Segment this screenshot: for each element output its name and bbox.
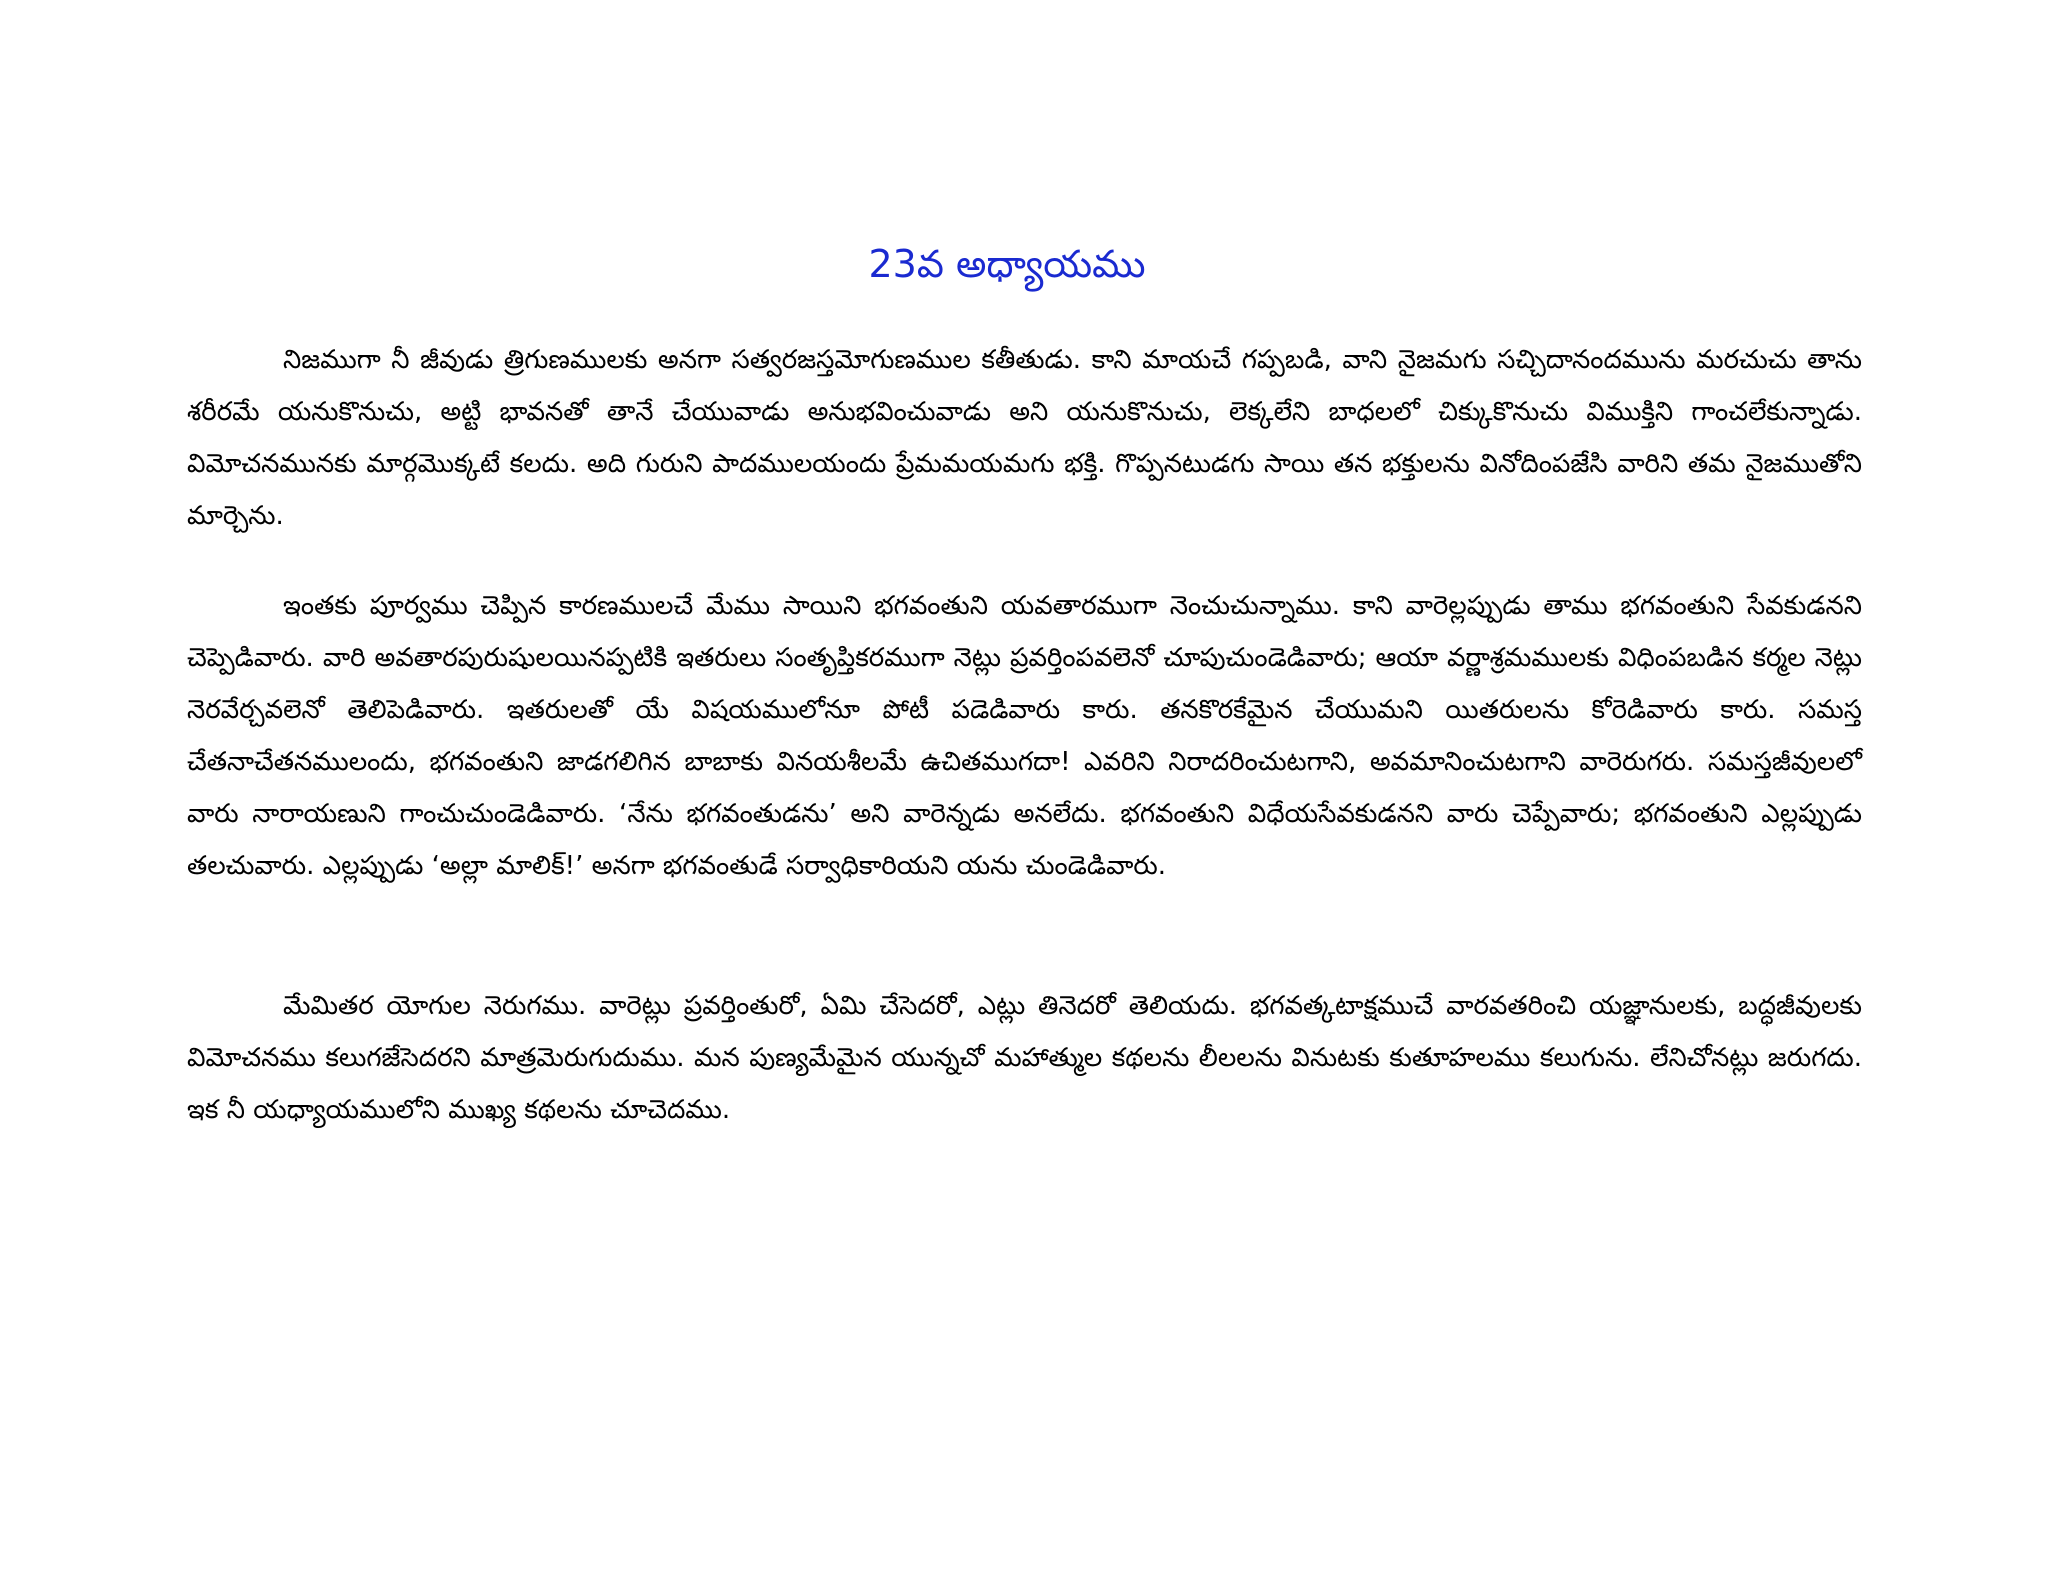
- chapter-title: 23వ అధ్యాయము: [868, 242, 1146, 286]
- paragraph-1: నిజముగా నీ జీవుడు త్రిగుణములకు అనగా సత్వరజస్తమోగుణముల కతీతుడు. కాని మాయచే గప్పబడి, వాని నైజమగు సచ్చిదానందమును మరచుచు తాను శరీరమే యనుకొనుచు, అట్టి భావనతో తానే చేయువాడు అనుభవించువాడు అని యనుకొనుచు, లెక్కలేని బాధలలో చిక్కుకొనుచు విముక్తిని గాంచలేకున్నాడు. విమోచనమునకు మార్గమొక్కటే కలదు. అది గురుని పాదములయందు ప్రేమమయమగు భక్తి. గొప్పనటుడగు సాయి తన భక్తులను వినోదింపజేసి వారిని తమ నైజముతోని మార్చెను.: [187, 345, 1862, 531]
- paragraph-2: ఇంతకు పూర్వము చెప్పిన కారణములచే మేము సాయిని భగవంతుని యవతారముగా నెంచుచున్నాము. కాని వారెల్లప్పుడు తాము భగవంతుని సేవకుడనని చెప్పెడివారు. వారి అవతారపురుషులయినప్పటికి ఇతరులు సంతృప్తికరముగా నెట్లు ప్రవర్తింపవలెనో చూపుచుండెడివారు; ఆయా వర్ణాశ్రమములకు విధింపబడిన కర్మల నెట్లు నెరవేర్చవలెనో తెలిపెడివారు. ఇతరులతో యే విషయములోనూ పోటీ పడెడివారు కారు. తనకొరకేమైన చేయుమని యితరులను కోరెడివారు కారు. సమస్త చేతనాచేతనములందు, భగవంతుని జాడగలిగిన బాబాకు వినయశీలమే ఉచితముగదా! ఎవరిని నిరాదరించుటగాని, అవమానించుటగాని వారెరుగరు. సమస్తజీవులలో వారు నారాయణుని గాంచుచుండెడివారు. ‘నేను భగవంతుడను’ అని వారెన్నడు అనలేదు. భగవంతుని విధేయసేవకుడనని వారు చెప్పేవారు; భగవంతుని ఎల్లప్పుడు తలచువారు. ఎల్లప్పుడు ‘అల్లా మాలిక్!’ అనగా భగవంతుడే సర్వాధికారియని యను చుండెడివారు.: [187, 591, 1862, 881]
- paragraph-3: మేమితర యోగుల నెరుగము. వారెట్లు ప్రవర్తింతురో, ఏమి చేసెదరో, ఎట్లు తినెదరో తెలియదు. భగవత్కటాక్షముచే వారవతరించి యజ్ఞానులకు, బద్ధజీవులకు విమోచనము కలుగజేసెదరని మాత్రమెరుగుదుము. మన పుణ్యమేమైన యున్నచో మహాత్ముల కథలను లీలలను వినుటకు కుతూహలము కలుగును. లేనిచోనట్లు జరుగదు. ఇక నీ యధ్యాయములోని ముఖ్య కథలను చూచెదము.: [187, 991, 1862, 1125]
